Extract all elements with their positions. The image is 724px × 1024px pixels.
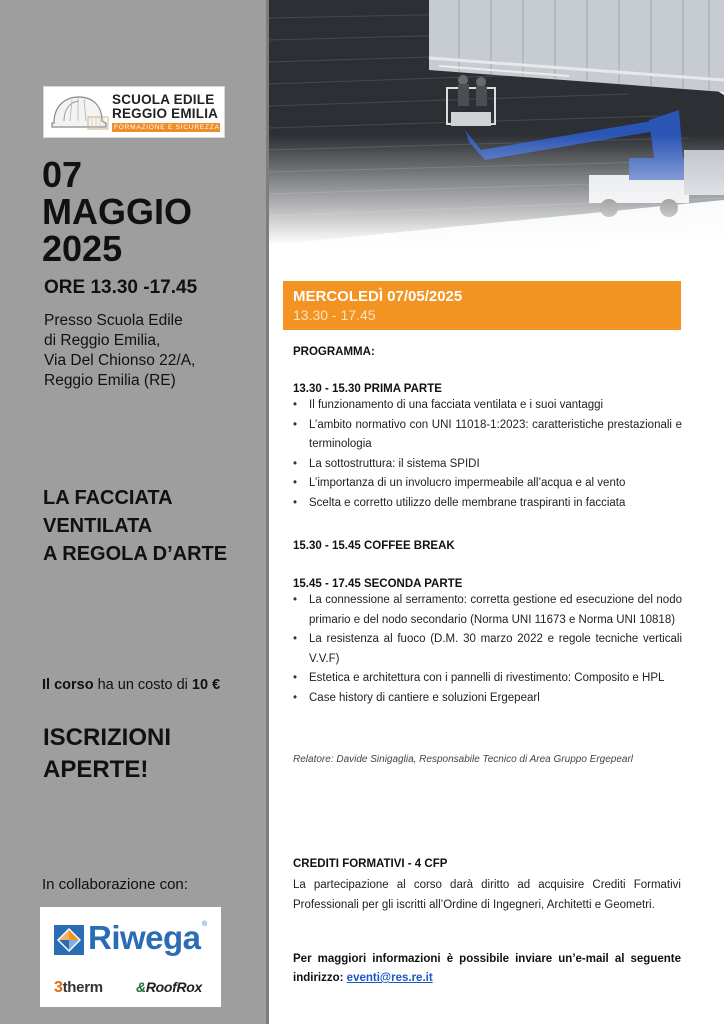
riwega-logo-icon <box>54 925 84 955</box>
cost-lead: Il corso <box>42 677 94 693</box>
speaker-credit: Relatore: Davide Sinigaglia, Responsabile Tecnico di Area Gruppo Ergepearl <box>293 754 634 765</box>
program-heading: PROGRAMMA: <box>293 346 375 358</box>
cost-middle: ha un costo di <box>93 677 192 693</box>
roofrox-text: RoofRox <box>145 979 203 995</box>
program-part1 <box>293 383 682 513</box>
roofrox-prefix: & <box>136 979 146 995</box>
list-item: • L’ambito normativo con UNI 11018-1:2023: caratteristiche prestazionali e terminologia <box>293 416 682 455</box>
list-item: • La sottostruttura: il sistema SPIDI <box>293 455 682 475</box>
contact-email-link[interactable]: eventi@res.re.it <box>346 972 433 984</box>
building-facade-photo <box>269 0 724 245</box>
list-item: • La connessione al serramento: corretta gestione ed esecuzione del nodo primario e del nodo secondario (Norma UNI 11673 e Norma UNI 10818) <box>293 591 682 630</box>
3therm-prefix: 3 <box>54 979 63 996</box>
helmet-icon <box>48 91 110 134</box>
list-item: • Scelta e corretto utilizzo delle membrane traspiranti in facciata <box>293 494 682 514</box>
event-header-date: MERCOLEDÌ 07/05/2025 <box>293 288 463 305</box>
program-part2 <box>293 578 682 708</box>
contact-info-text: Per maggiori informazioni è possibile inviare un’e-mail al seguente indirizzo: <box>293 953 681 984</box>
logo-text-line2: REGGIO EMILIA <box>112 106 219 121</box>
facade-illustration <box>269 0 724 245</box>
event-date <box>42 156 192 267</box>
coffee-break-heading: 15.30 - 15.45 COFFEE BREAK <box>293 540 455 552</box>
coffee-break <box>293 540 682 552</box>
roofrox-logo <box>136 979 202 995</box>
registration-open <box>43 722 171 786</box>
credits-text: La partecipazione al corso darà diritto ad acquisire Crediti Formativi Professionali per gli iscritti all’Ordine di Ingegneri, Architetti e Geometri. <box>293 879 681 911</box>
venue-line: di Reggio Emilia, <box>44 332 161 349</box>
list-item: • La resistenza al fuoco (D.M. 30 marzo 2022 e regole tecniche verticali V.V.F) <box>293 630 682 669</box>
list-item: • Case history di cantiere e soluzioni Ergepearl <box>293 689 682 709</box>
3therm-logo <box>54 979 103 997</box>
cost-price: 10 € <box>191 677 221 693</box>
3therm-text: therm <box>62 979 103 996</box>
list-item: • Estetica e architettura con i pannelli di rivestimento: Composito e HPL <box>293 669 682 689</box>
credits-heading: CREDITI FORMATIVI - 4 CFP <box>293 858 448 870</box>
course-title-line: VENTILATA <box>43 515 153 537</box>
course-title <box>43 484 227 568</box>
venue-line: Presso Scuola Edile <box>44 312 183 329</box>
event-venue <box>44 311 195 391</box>
registration-line: APERTE! <box>43 756 149 783</box>
event-header-bar <box>283 281 681 330</box>
scuola-edile-logo <box>43 86 225 138</box>
event-day: 07 <box>42 154 83 195</box>
course-title-line: A REGOLA D’ARTE <box>43 543 228 565</box>
event-hours: ORE 13.30 -17.45 <box>44 277 198 298</box>
logo-text-line1: SCUOLA EDILE <box>112 92 215 107</box>
collaboration-label: In collaborazione con: <box>42 876 188 893</box>
registered-mark: ® <box>202 921 208 928</box>
part2-list <box>293 591 682 708</box>
riwega-logo-text: Riwega <box>88 919 201 956</box>
list-item: • Il funzionamento di una facciata ventilata e i suoi vantaggi <box>293 396 682 416</box>
venue-line: Reggio Emilia (RE) <box>44 372 176 389</box>
event-month: MAGGIO <box>42 191 192 232</box>
contact-info <box>293 950 681 988</box>
partner-logos <box>40 907 221 1007</box>
part2-heading: 15.45 - 17.45 SECONDA PARTE <box>293 578 463 590</box>
course-title-line: LA FACCIATA <box>43 487 173 509</box>
part1-list <box>293 396 682 513</box>
part1-heading: 13.30 - 15.30 PRIMA PARTE <box>293 383 442 395</box>
program-heading-block <box>293 346 682 358</box>
event-year: 2025 <box>42 228 123 269</box>
logo-tagline: FORMAZIONE E SICUREZZA <box>114 124 220 131</box>
registration-line: ISCRIZIONI <box>43 724 172 751</box>
list-item: • L’importanza di un involucro impermeabile all’acqua e al vento <box>293 474 682 494</box>
venue-line: Via Del Chionso 22/A, <box>44 352 196 369</box>
event-header-time: 13.30 - 17.45 <box>293 307 376 323</box>
course-cost <box>42 677 220 693</box>
